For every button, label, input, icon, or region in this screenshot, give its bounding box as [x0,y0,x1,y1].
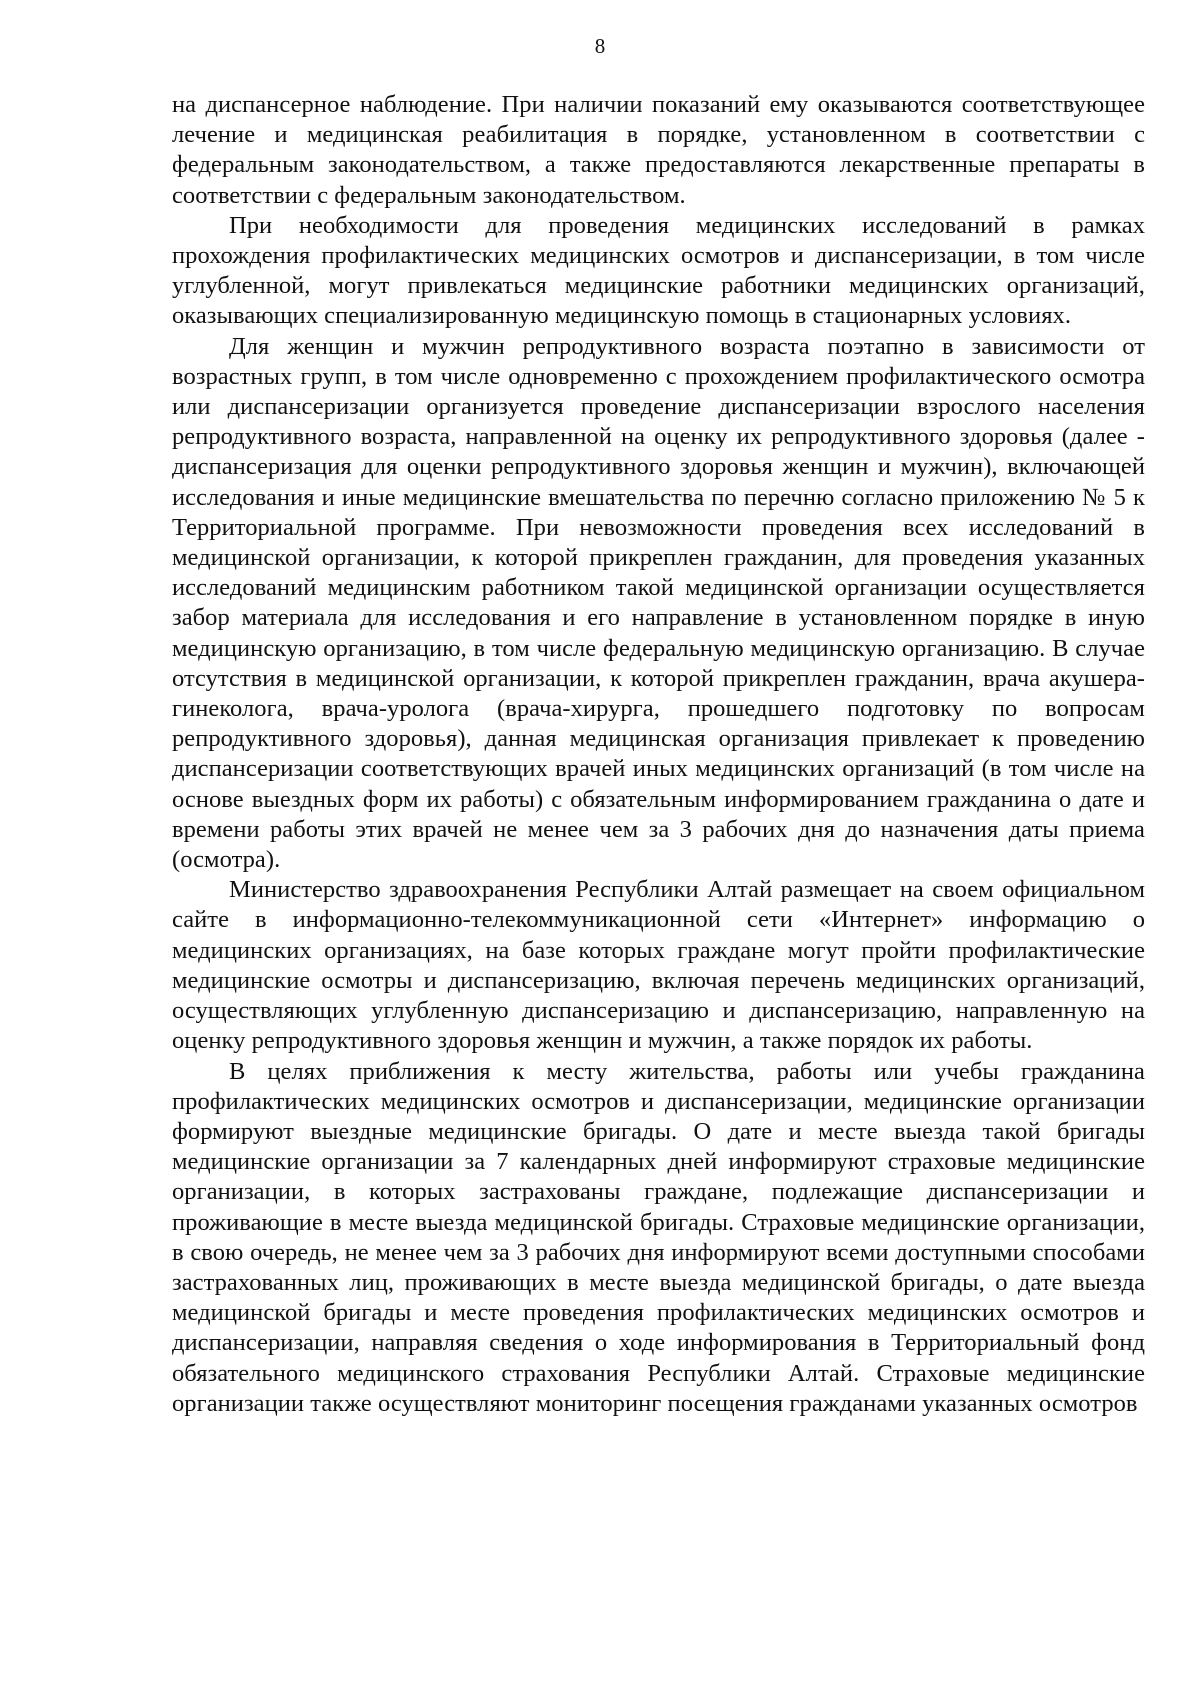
paragraph-ministry-website: Министерство здравоохранения Республики Алтай размещает на своем официальном сайте в информационно-телекоммуникационной сети «Интернет» информацию о медицинских организациях, на базе которых граждане могут пройти профилактические медицинские осмотры и диспансеризацию, включая перечень медицинских организаций, осуществляющих углубленную диспансеризацию и диспансеризацию, направленную на оценку репродуктивного здоровья женщин и мужчин, а также порядок их работы. [172,876,1145,1055]
document-body [172,90,1145,1419]
page-number: 8 [594,34,606,58]
paragraph-continuation: на диспансерное наблюдение. При наличии показаний ему оказываются соответствующее лечение и медицинская реабилитация в порядке, установленном в соответствии с федеральным законодательством, а также предоставляются лекарственные препараты в соответствии с федеральным законодательством. [172,91,1145,209]
paragraph-mobile-teams: В целях приближения к месту жительства, работы или учебы гражданина профилактических медицинских осмотров и диспансеризации, медицинские организации формируют выездные медицинские бригады. О дате и месте выезда такой бригады медицинские организации за 7 календарных дней информируют страховые медицинские организации, в которых застрахованы граждане, подлежащие диспансеризации и проживающие в месте выезда медицинской бригады. Страховые медицинские организации, в свою очередь, не менее чем за 3 рабочих дня информируют всеми доступными способами застрахованных лиц, проживающих в месте выезда медицинской бригады, о дате выезда медицинской бригады и месте проведения профилактических медицинских осмотров и диспансеризации, направляя сведения о ходе информирования в Территориальный фонд обязательного медицинского страхования Республики Алтай. Страховые медицинские организации также осуществляют мониторинг посещения гражданами указанных осмотров [172,1057,1145,1417]
paragraph-specialists: При необходимости для проведения медицинских исследований в рамках прохождения профилактических медицинских осмотров и диспансеризации, в том числе углубленной, могут привлекаться медицинские работники медицинских организаций, оказывающих специализированную медицинскую помощь в стационарных условиях. [172,211,1145,330]
paragraph-reproductive-health: Для женщин и мужчин репродуктивного возраста поэтапно в зависимости от возрастных групп, в том числе одновременно с прохождением профилактического осмотра или диспансеризации организуется проведение диспансеризации взрослого населения репродуктивного возраста, направленной на оценку их репродуктивного здоровья (далее - диспансеризация для оценки репродуктивного здоровья женщин и мужчин), включающей исследования и иные медицинские вмешательства по перечню согласно приложению № 5 к Территориальной программе. При невозможности проведения всех исследований в медицинской организации, к которой прикреплен гражданин, для проведения указанных исследований медицинским работником такой медицинской организации осуществляется забор материала для исследования и его направление в установленном порядке в иную медицинскую организацию, в том числе федеральную медицинскую организацию. В случае отсутствия в медицинской организации, к которой прикреплен гражданин, врача акушера-гинеколога, врача-уролога (врача-хирурга, прошедшего подготовку по вопросам репродуктивного здоровья), данная медицинская организация привлекает к проведению диспансеризации соответствующих врачей иных медицинских организаций (в том числе на основе выездных форм их работы) с обязательным информированием гражданина о дате и времени работы этих врачей не менее чем за 3 рабочих дня до назначения даты приема (осмотра). [172,332,1145,874]
